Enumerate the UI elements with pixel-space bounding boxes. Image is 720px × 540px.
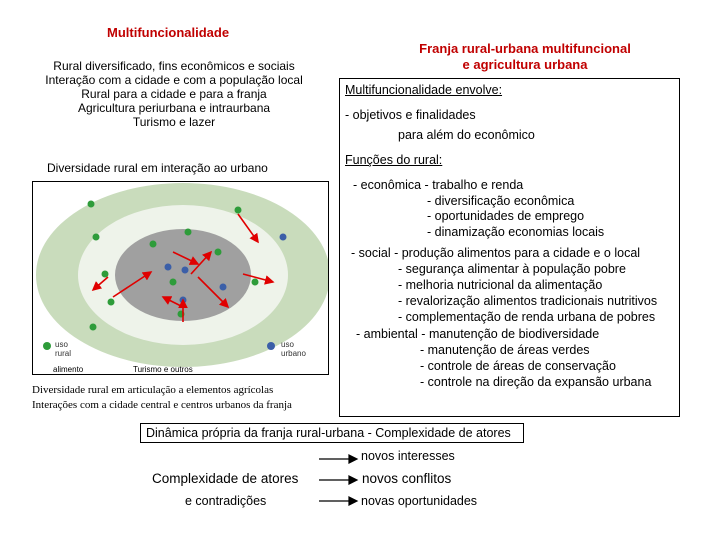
- novas-oportunidades: novas oportunidades: [361, 494, 478, 508]
- complexidade-atores: Complexidade de atores: [152, 471, 299, 486]
- funcoes-head: Funções do rural:: [345, 153, 443, 167]
- economica-group: - econômica - trabalho e renda - diversificação econômica - oportunidades de emprego - dinamização economias locais: [353, 178, 605, 239]
- contradicoes: e contradições: [185, 494, 267, 508]
- dinamica-text: Dinâmica própria da franja rural-urbana - Complexidade de atores: [146, 426, 511, 440]
- alem-economico: para além do econômico: [398, 128, 535, 142]
- multifuncionalidade-head: Multifuncionalidade envolve:: [345, 83, 503, 97]
- right-title: Franja rural-urbana multifuncional e agricultura urbana: [419, 41, 631, 72]
- functions-box: [339, 78, 680, 417]
- left-title: Multifuncionalidade: [107, 25, 230, 40]
- legend-urban-dot: [267, 342, 275, 350]
- list-item: Interação com a cidade e com a população local: [45, 73, 303, 87]
- arrow-conflitos-head: [349, 476, 357, 484]
- list-item: Rural diversificado, fins econômicos e sociais: [53, 59, 295, 73]
- rural-urban-figure: [32, 181, 329, 375]
- figure-caption: Diversidade rural em articulação a elementos agrícolas Interações com a cidade central e centros urbanos da franja: [32, 384, 292, 411]
- label-turismo: Turismo e outros: [133, 365, 193, 374]
- arrow-interesses-head: [349, 455, 357, 463]
- novos-conflitos: novos conflitos: [362, 471, 452, 486]
- diversity-label: Diversidade rural em interação ao urbano: [47, 161, 268, 175]
- objetivos: - objetivos e finalidades: [345, 108, 476, 122]
- list-item: Turismo e lazer: [132, 115, 216, 129]
- novos-interesses: novos interesses: [361, 449, 455, 463]
- list-item: Rural para a cidade e para a franja: [81, 87, 267, 101]
- legend-rural-label: uso rural: [55, 340, 72, 358]
- legend-urban-label: uso urbano: [281, 340, 306, 358]
- dinamica-box: [140, 423, 524, 443]
- arrow-oportunidades-head: [349, 497, 357, 505]
- list-item: Agricultura periurbana e intraurbana: [77, 101, 271, 115]
- legend-rural-dot: [43, 342, 51, 350]
- label-alimento: alimento: [53, 365, 84, 374]
- multifuncionalidade-list: [28, 59, 320, 129]
- bottom-arrows: [315, 448, 360, 510]
- social-group: - social - produção alimentos para a cidade e o local - segurança alimentar à população pobre - melhoria nutricional da alimentação - revalorização alimentos tradicionais nutritivos - complementação de renda urbana de pobres: [351, 246, 658, 324]
- ambiental-group: - ambiental - manutenção de biodiversidade - manutenção de áreas verdes - controle de áreas de conservação - controle na direção da expansão urbana: [356, 327, 652, 389]
